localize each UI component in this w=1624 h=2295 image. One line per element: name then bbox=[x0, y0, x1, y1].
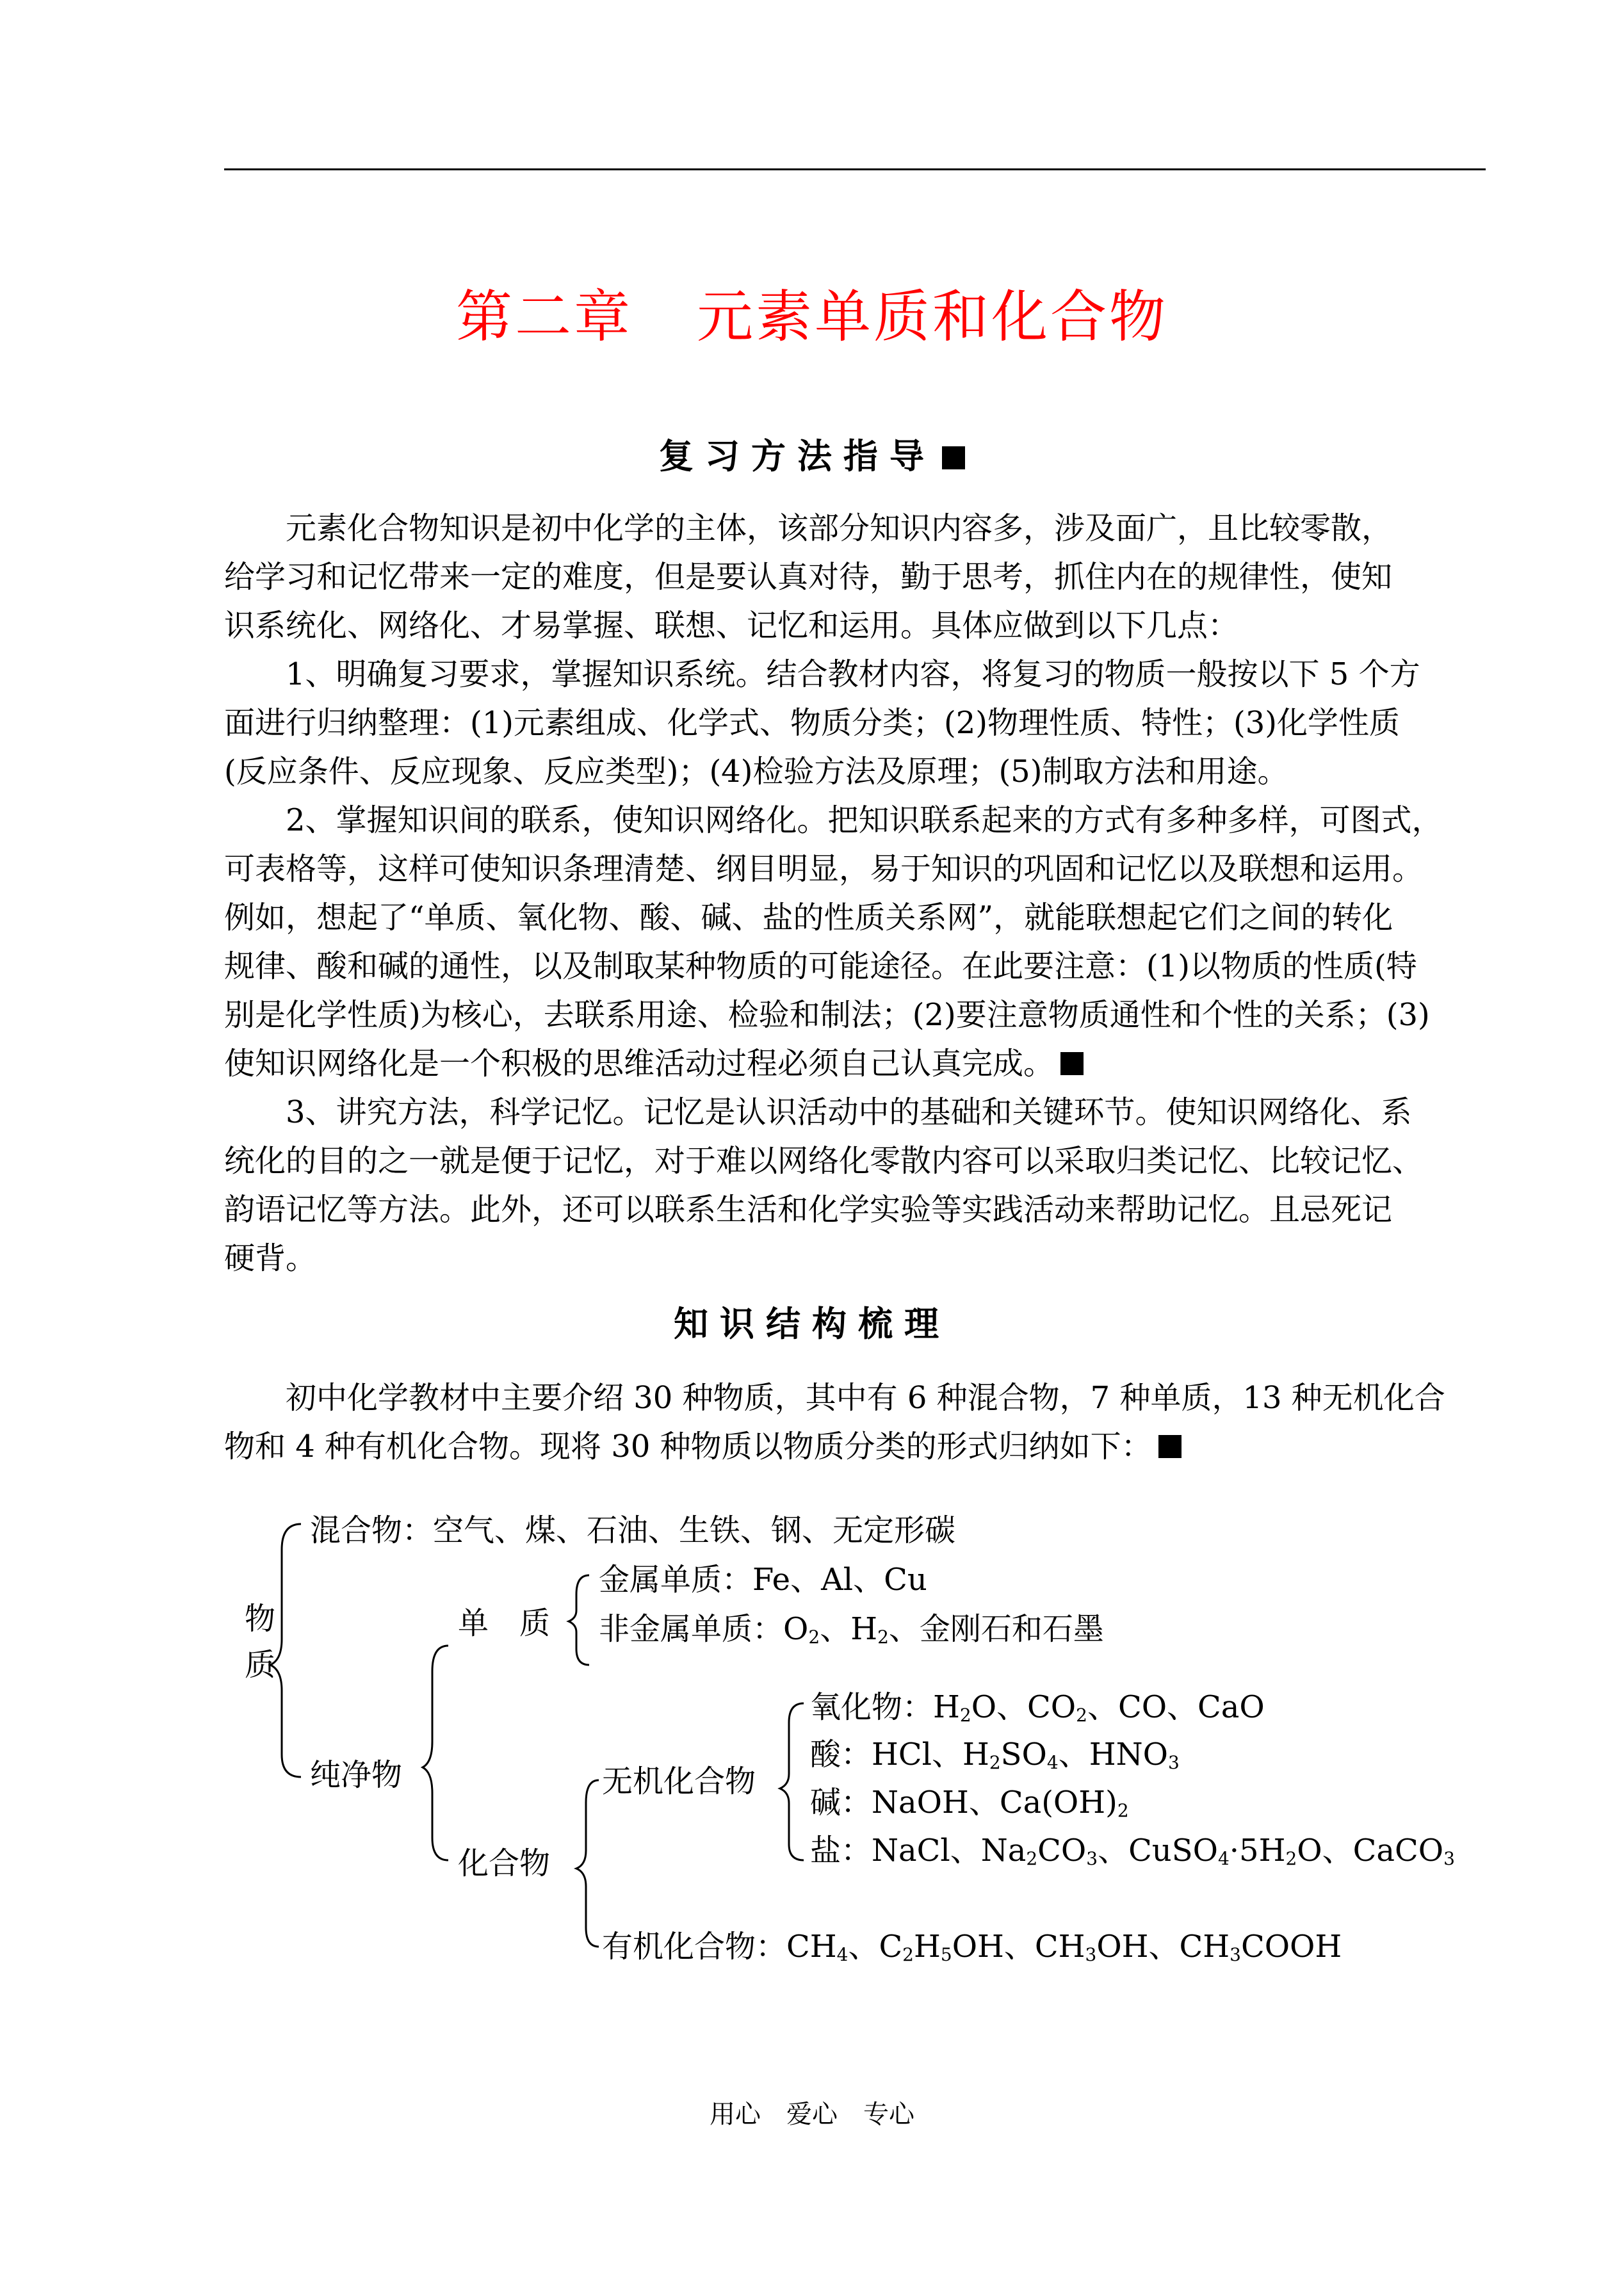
text-line: 别是化学性质)为核心，去联系用途、检验和制法；(2)要注意物质通性和个性的关系；(3) bbox=[224, 997, 1430, 1033]
text-line: 1、明确复习要求，掌握知识系统。结合教材内容，将复习的物质一般按以下 5 个方 bbox=[224, 656, 1420, 692]
text-line: 使知识网络化是一个积极的思维活动过程必须自己认真完成。 bbox=[224, 1039, 1486, 1088]
text-line: 给学习和记忆带来一定的难度，但是要认真对待，勤于思考，抓住内在的规律性，使知 bbox=[224, 559, 1393, 595]
tree-salt: 盐：NaCl、$Na_2CO_3$、$CuSO_4\cdot 5H_2O$、CaCO$_3$ bbox=[810, 1833, 1455, 1869]
text-line: 规律、酸和碱的通性，以及制取某种物质的可能途径。在此要注意：(1)以物质的性质(特 bbox=[224, 948, 1417, 984]
tree-inorganic: 无机化合物 bbox=[602, 1764, 756, 1799]
tree-root-label-1: 物 bbox=[245, 1601, 276, 1637]
tree-pure: 纯净物 bbox=[310, 1757, 403, 1793]
section-title-structure: 知识结构梳理 bbox=[674, 1303, 950, 1344]
tree-compound: 化合物 bbox=[458, 1845, 551, 1881]
tree-mixture: 混合物：空气、煤、石油、生铁、钢、无定形碳 bbox=[310, 1512, 956, 1548]
chapter-title: 第二章 元素单质和化合物 bbox=[455, 284, 1169, 350]
text-line: 例如，想起了“单质、氧化物、酸、碱、盐的性质关系网”，就能联想起它们之间的转化 bbox=[224, 900, 1393, 936]
bracket-compound bbox=[576, 1780, 599, 1947]
tree-nonmetal: 非金属单质：$O_2$、$H_2$、金刚石和石墨 bbox=[599, 1611, 1104, 1648]
text-line: 2、掌握知识间的联系，使知识网络化。把知识联系起来的方式有多种多样，可图式， bbox=[224, 802, 1443, 838]
text-line: 物和 4 种有机化合物。现将 30 种物质以物质分类的形式归纳如下： bbox=[224, 1422, 1486, 1471]
bracket-pure bbox=[423, 1646, 448, 1860]
tree-root-label-2: 质 bbox=[245, 1647, 276, 1683]
text-line: 面进行归纳整理：(1)元素组成、化学式、物质分类；(2)物理性质、特性；(3)化学性质 bbox=[224, 705, 1400, 741]
tree-oxide: 氧化物：$H_2O$、$CO_2$、CO、CaO bbox=[810, 1689, 1265, 1726]
tree-organic: 有机化合物：$CH_4$、$C_2H_5OH$、$CH_3OH$、$CH_3COOH$ bbox=[602, 1929, 1342, 1965]
tree-acid: 酸：HCl、$H_2SO_4$、$HNO_3$ bbox=[810, 1737, 1180, 1773]
page-footer: 用心 爱心 专心 bbox=[710, 2100, 914, 2129]
text-line: 韵语记忆等方法。此外，还可以联系生活和化学实验等实践活动来帮助记忆。且忌死记 bbox=[224, 1192, 1393, 1228]
text-line: (反应条件、反应现象、反应类型)；(4)检验方法及原理；(5)制取方法和用途。 bbox=[224, 754, 1288, 790]
text-line: 可表格等，这样可使知识条理清楚、纲目明显，易于知识的巩固和记忆以及联想和运用。 bbox=[224, 851, 1424, 887]
tree-element: 单 质 bbox=[458, 1605, 551, 1641]
text-line: 初中化学教材中主要介绍 30 种物质，其中有 6 种混合物，7 种单质，13 种无机化合 bbox=[224, 1380, 1445, 1416]
tree-base: 碱：NaOH、$Ca(OH)_2$ bbox=[810, 1785, 1129, 1821]
text-line: 3、讲究方法，科学记忆。记忆是认识活动中的基础和关键环节。使知识网络化、系 bbox=[224, 1094, 1412, 1130]
text-line: 识系统化、网络化、才易掌握、联想、记忆和运用。具体应做到以下几点： bbox=[224, 608, 1239, 644]
section-title-method: 复习方法指导 bbox=[0, 429, 1624, 478]
text-line: 硬背。 bbox=[224, 1240, 317, 1276]
bracket-inorganic bbox=[780, 1703, 804, 1860]
bracket-element bbox=[569, 1575, 589, 1665]
text-line: 统化的目的之一就是便于记忆，对于难以网络化零散内容可以采取归类记忆、比较记忆、 bbox=[224, 1143, 1424, 1179]
tree-metal: 金属单质：Fe、Al、Cu bbox=[599, 1562, 927, 1598]
text-line: 元素化合物知识是初中化学的主体，该部分知识内容多，涉及面广，且比较零散， bbox=[224, 510, 1393, 546]
